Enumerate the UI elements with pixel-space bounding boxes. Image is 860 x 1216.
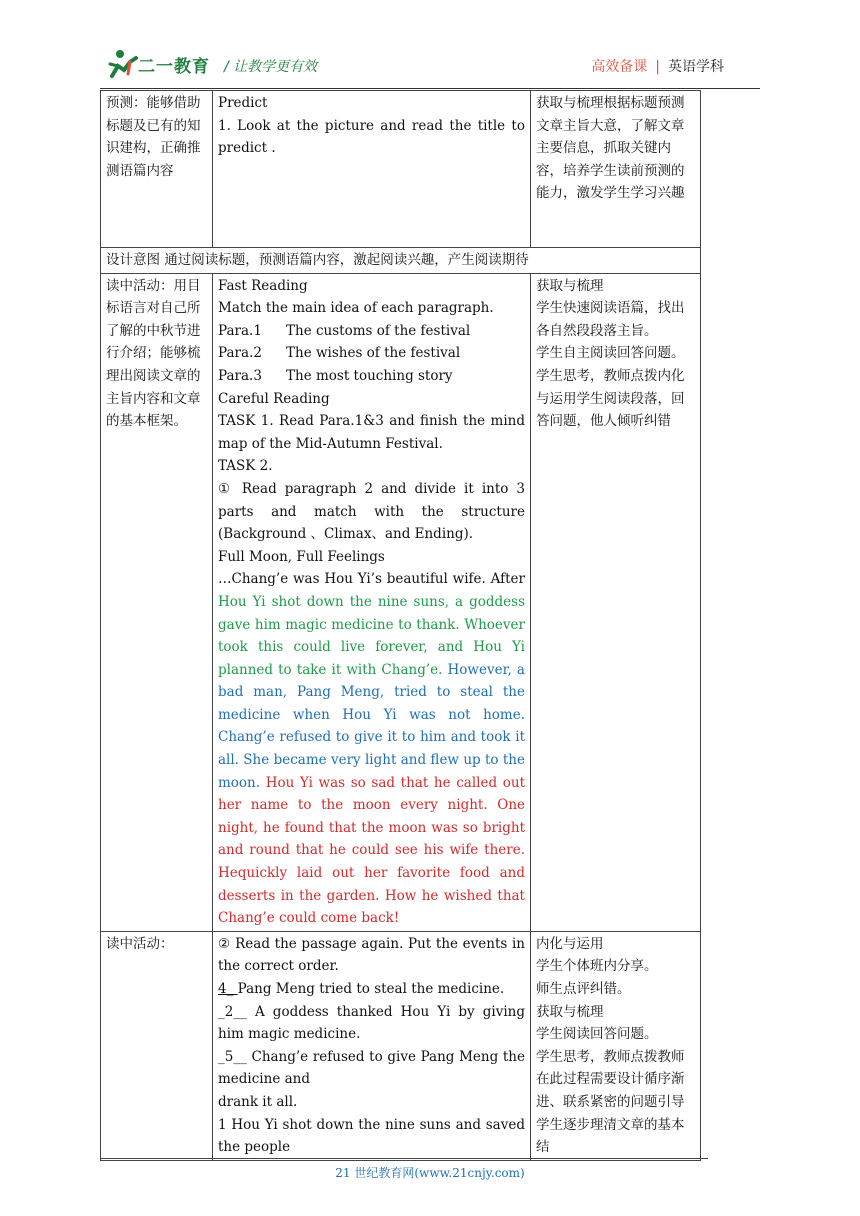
purpose-line: 学生思考，教师点拨内化与运用学生阅读段落，回答问题，他人倾听纠错 (536, 367, 685, 430)
event-number: 4 (218, 981, 227, 997)
table-row (101, 931, 701, 1160)
purpose-line: 获取与梳理 (536, 277, 604, 294)
event-item: _5__ Chang’e refused to give Pang Meng the medicine and (218, 1048, 525, 1088)
footer-divider (100, 1158, 708, 1159)
cell-goal: 读中活动：用目标语言对自己所了解的中秋节进行介绍；能够梳理出阅读文章的主旨内容和文章的基本框架。 (101, 273, 213, 931)
task2-instruction: ① Read paragraph 2 and divide it into 3 parts and match with the structure (Background 、Climax、and Ending). (218, 480, 525, 543)
event-item: _2__ A goddess thanked Hou Yi by giving him magic medicine. (218, 1003, 525, 1043)
page-footer: 21 世纪教育网(www.21cnjy.com) (335, 1166, 525, 1180)
careful-reading-heading: Careful Reading (218, 390, 330, 407)
header-category-left: 高效备课 (591, 59, 648, 75)
header-divider (100, 88, 760, 89)
purpose-line: 内化与运用 (536, 935, 604, 952)
header-category (591, 56, 724, 76)
cell-activity (213, 273, 531, 931)
match-instruction: Match the main idea of each paragraph. (218, 300, 494, 317)
event-item: 4_ Pang Meng tried to steal the medicine. (218, 981, 505, 997)
order-instruction: ② Read the passage again. Put the events in the correct order. (218, 935, 525, 975)
cell-goal: 读中活动： (101, 931, 213, 1160)
purpose-line: 学生个体班内分享。 (536, 958, 658, 975)
event-text: Pang Meng tried to steal the medicine. (237, 981, 505, 997)
page-header (100, 44, 760, 84)
task1-text: TASK 1. Read Para.1&3 and finish the mind map of the Mid-Autumn Festival. (218, 413, 525, 452)
para-text: The most touching story (286, 367, 453, 384)
purpose-line: 获取与梳理 (536, 1003, 604, 1020)
table-row (101, 248, 701, 274)
cell-purpose (531, 931, 701, 1160)
predict-heading: Predict (218, 95, 268, 111)
design-intent: 设计意图 通过阅读标题，预测语篇内容，激起阅读兴趣，产生阅读期待 (101, 248, 701, 274)
lesson-plan-table (100, 90, 701, 1161)
table-row (101, 91, 701, 248)
event-item: 1 Hou Yi shot down the nine suns and saved the people (218, 1116, 525, 1156)
para-label: Para.3 (218, 367, 262, 384)
predict-instruction: 1. Look at the picture and read the title to predict . (218, 117, 525, 157)
para-text: The wishes of the festival (286, 345, 461, 362)
para-item (218, 342, 525, 365)
purpose-line: 学生阅读回答问题。 (536, 1026, 658, 1043)
story-background: Hou Yi shot down the nine suns, a goddess gave him magic medicine to thank. Whoever took this could live forever, and Hou Yi planned to take it with Chang’e. (218, 593, 525, 678)
header-separator: | (655, 59, 660, 75)
table-row (101, 273, 701, 931)
purpose-line: 学生快速阅读语篇，找出各自然段段落主旨。 (536, 300, 685, 339)
story-ending: Hou Yi was so sad that he called out her name to the moon every night. One night, he found that the moon was so bright and round that he could see his wife there. Hequickly laid out her favorite food and desserts in the garden. How he wished that Chang’e could come back! (218, 774, 525, 927)
story-climax: However, a bad man, Pang Meng, tried to steal the medicine when Hou Yi was not home. Chang’e refused to give it to him and took it all. She became very light and flew up to the moon. (218, 661, 525, 791)
cell-activity (213, 91, 531, 248)
purpose-line: 学生思考，教师点拨教师在此过程需要设计循序渐进、联系紧密的问题引导学生逐步理清文章的基本结 (536, 1048, 685, 1156)
cell-purpose (531, 273, 701, 931)
purpose-line: 学生自主阅读回答问题。 (536, 345, 685, 362)
story-title: Full Moon, Full Feelings (218, 548, 385, 565)
para-item (218, 320, 525, 343)
task2-heading: TASK 2. (218, 458, 273, 475)
fast-reading-heading: Fast Reading (218, 277, 308, 294)
cell-goal: 预测：能够借助标题及已有的知识建构，正确推测语篇内容 (101, 91, 213, 248)
cell-purpose: 获取与梳理根据标题预测文章主旨大意，了解文章主要信息，抓取关键内容，培养学生读前预测的能力，激发学生学习兴趣 (531, 91, 701, 248)
para-text: The customs of the festival (286, 322, 471, 339)
purpose-line: 师生点评纠错。 (536, 981, 631, 997)
event-item-continued: drank it all. (218, 1093, 298, 1110)
story-intro: …Chang’e was Hou Yi’s beautiful wife. After (218, 571, 525, 588)
logo-text: 二一教育 (138, 57, 210, 77)
header-slogan: / 让教学更有效 (224, 59, 318, 75)
para-label: Para.1 (218, 322, 262, 339)
para-label: Para.2 (218, 345, 262, 362)
para-item (218, 365, 525, 388)
header-category-right: 英语学科 (668, 59, 724, 75)
story-paragraph (218, 568, 525, 930)
cell-activity (213, 931, 531, 1160)
